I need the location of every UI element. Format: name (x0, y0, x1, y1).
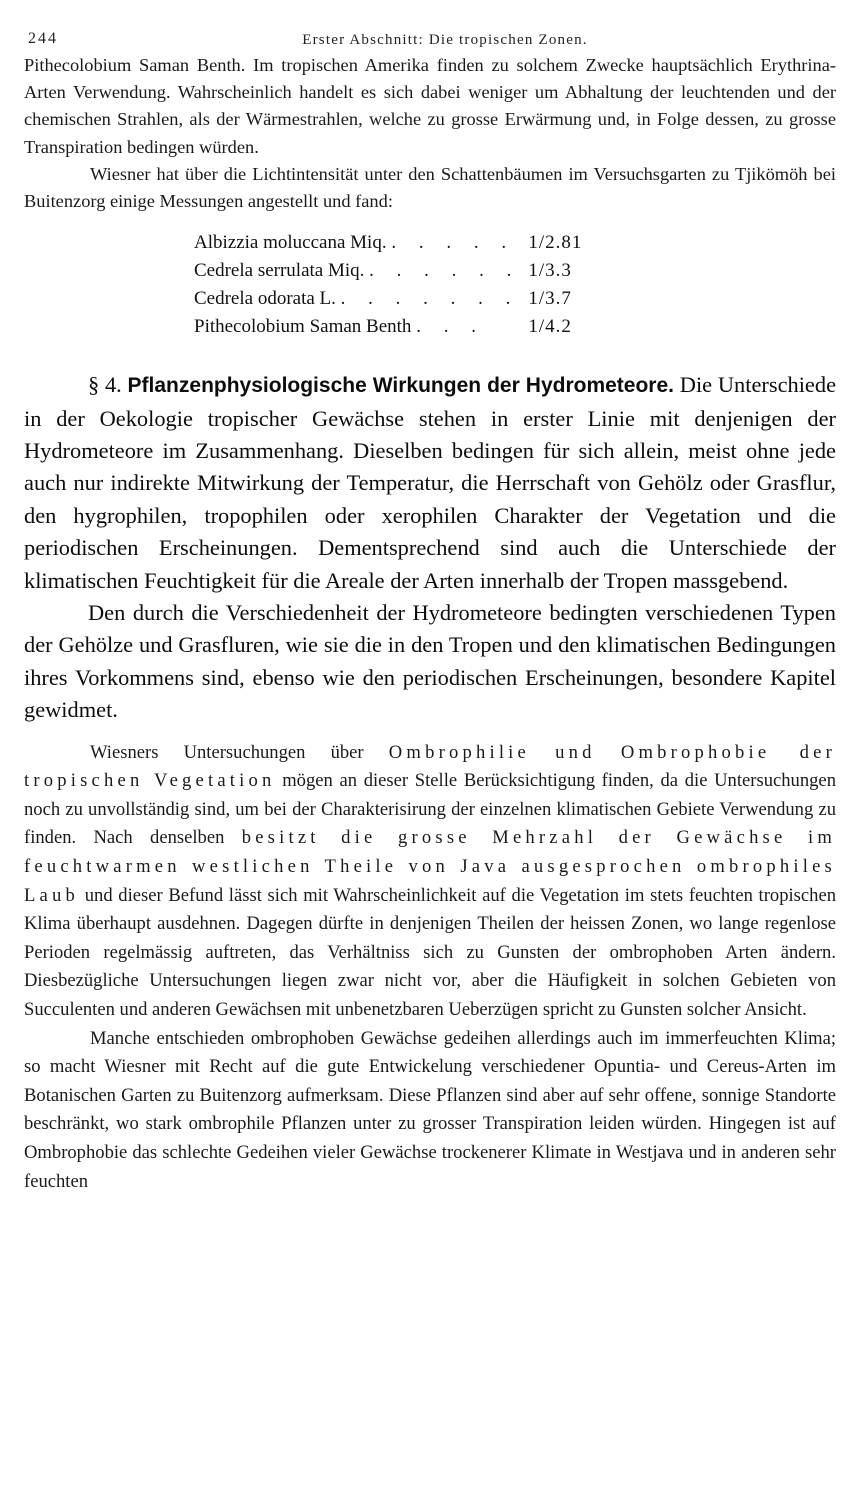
intro-text (24, 52, 836, 215)
paragraph: Den durch die Verschiedenheit der Hydrometeore bedingten verschiedenen Typen der Gehölze und Grasfluren, wie sie die in den Tropen und den klimatischen Bedingungen ihres Vorkommens sind, ebenso wie den periodischen Erscheinungen, besondere Kapitel gewidmet. (24, 600, 836, 723)
table-row (194, 229, 582, 257)
ratio-value: 1/3.7 (528, 288, 572, 310)
section-text: Die Unterschiede in der Oekologie tropischer Gewächse stehen in erster Linie mit denjenigen der Hydrometeore im Zusammenhang. Dieselben bedingen für sich allein, meist ohne jede auch nur indirekte Mitwirkung der Temperatur, die Herrschaft von Gehölz oder Grasflur, den hygrophilen, tropophilen oder xerophilen Charakter der Vegetation und die periodischen Erscheinungen. Dementsprechend sind auch die Unterschiede der klimatischen Feuchtigkeit für die Areale der Arten innerhalb der Tropen massgebend. (24, 372, 837, 593)
running-head (24, 24, 836, 52)
section-title: Pflanzenphysiologische Wirkungen der Hydrometeore. (127, 374, 674, 398)
spaced-term: Ombrophilie (388, 741, 531, 763)
paragraph (24, 739, 836, 1025)
text-run: mögen an dieser Stelle Berücksichtigung finden, da die Untersuchungen noch zu unvollständig sind, um bei der Charakterisirung der einzelnen klimatischen Gebiete Verwendung zu finden. Nach denselben (24, 770, 836, 849)
species-name: Albizzia moluccana Miq. (194, 232, 387, 254)
leader-dots: . . . . . . . (340, 288, 520, 310)
section-number: § 4. (88, 372, 122, 398)
running-title: Erster Abschnitt: Die tropischen Zonen. (302, 32, 588, 48)
table-row (194, 313, 582, 341)
spaced-term: Ombrophobie der tropischen Vegetation (24, 741, 836, 792)
ratio-value: 1/2.81 (528, 232, 583, 254)
ratio-value: 1/4.2 (528, 316, 572, 338)
paragraph: Wiesner hat über die Lichtintensität unter den Schattenbäumen im Versuchsgarten zu Tjikömöh bei Buitenzorg einige Messungen angestellt und fand: (24, 163, 836, 212)
leader-dots: . . . . . (391, 232, 516, 254)
table-row (194, 285, 582, 313)
species-name: Cedrela serrulata Miq. (194, 260, 365, 282)
ratio-value: 1/3.3 (528, 260, 572, 282)
species-name: Pithecolobium Saman Benth (194, 316, 412, 338)
body-text (24, 739, 836, 1197)
text-run: Wiesners Untersuchungen über (90, 741, 364, 763)
text-run: und (555, 741, 596, 763)
leader-dots: . . . (416, 316, 485, 338)
section-paragraph (24, 369, 836, 597)
leader-dots: . . . . . . (369, 260, 521, 282)
table-row (194, 257, 582, 285)
text-run: und dieser Befund lässt sich mit Wahrscheinlichkeit auf die Vegetation im stets feuchten tropischen Klima überhaupt ausdehnen. Dagegen dürfte in denjenigen Theilen der heissen Zonen, wo lange regenlose Perioden regelmässig auftreten, das Verhältniss sich zu Gunsten der ombrophoben Arten ändern. Diesbezügliche Untersuchungen liegen zwar nicht vor, aber die Häufigkeit in solchen Gebieten von Succulenten und anderen Gewächsen mit unbenetzbaren Ueberzügen spricht zu Gunsten solcher Ansicht. (24, 884, 837, 1021)
paragraph: Manche entschieden ombrophoben Gewächse gedeihen allerdings auch im immerfeuchten Klima; so macht Wiesner mit Recht auf die gute Entwickelung verschiedener Opuntia- und Cereus-Arten im Botanischen Garten zu Buitenzorg aufmerksam. Diese Pflanzen sind aber auf sehr offene, sonnige Standorte beschränkt, wo stark ombrophile Pflanzen unter zu grosser Transpiration leiden würden. Hingegen ist auf Ombrophobie das schlechte Gedeihen vieler Gewächse trockenerer Klimate in Westjava und in anderen sehr feuchten (24, 1027, 836, 1192)
light-intensity-table (194, 229, 582, 341)
page-number: 244 (28, 30, 58, 47)
species-name: Cedrela odorata L. (194, 288, 336, 310)
spaced-term: besitzt die grosse Mehrzahl der Gewächse im feuchtwarmen westlichen Theile von Java ausgesprochen ombrophiles Laub (24, 827, 836, 906)
section-4 (24, 369, 836, 726)
paragraph: Pithecolobium Saman Benth. Im tropischen Amerika finden zu solchem Zwecke hauptsächlich Erythrina-Arten Verwendung. Wahrscheinlich handelt es sich dabei weniger um Abhaltung der leuchtenden und der chemischen Strahlen, als der Wärmestrahlen, welche zu grosse Erwärmung und, in Folge dessen, zu grosse Transpiration bedingen würden. (24, 55, 836, 157)
